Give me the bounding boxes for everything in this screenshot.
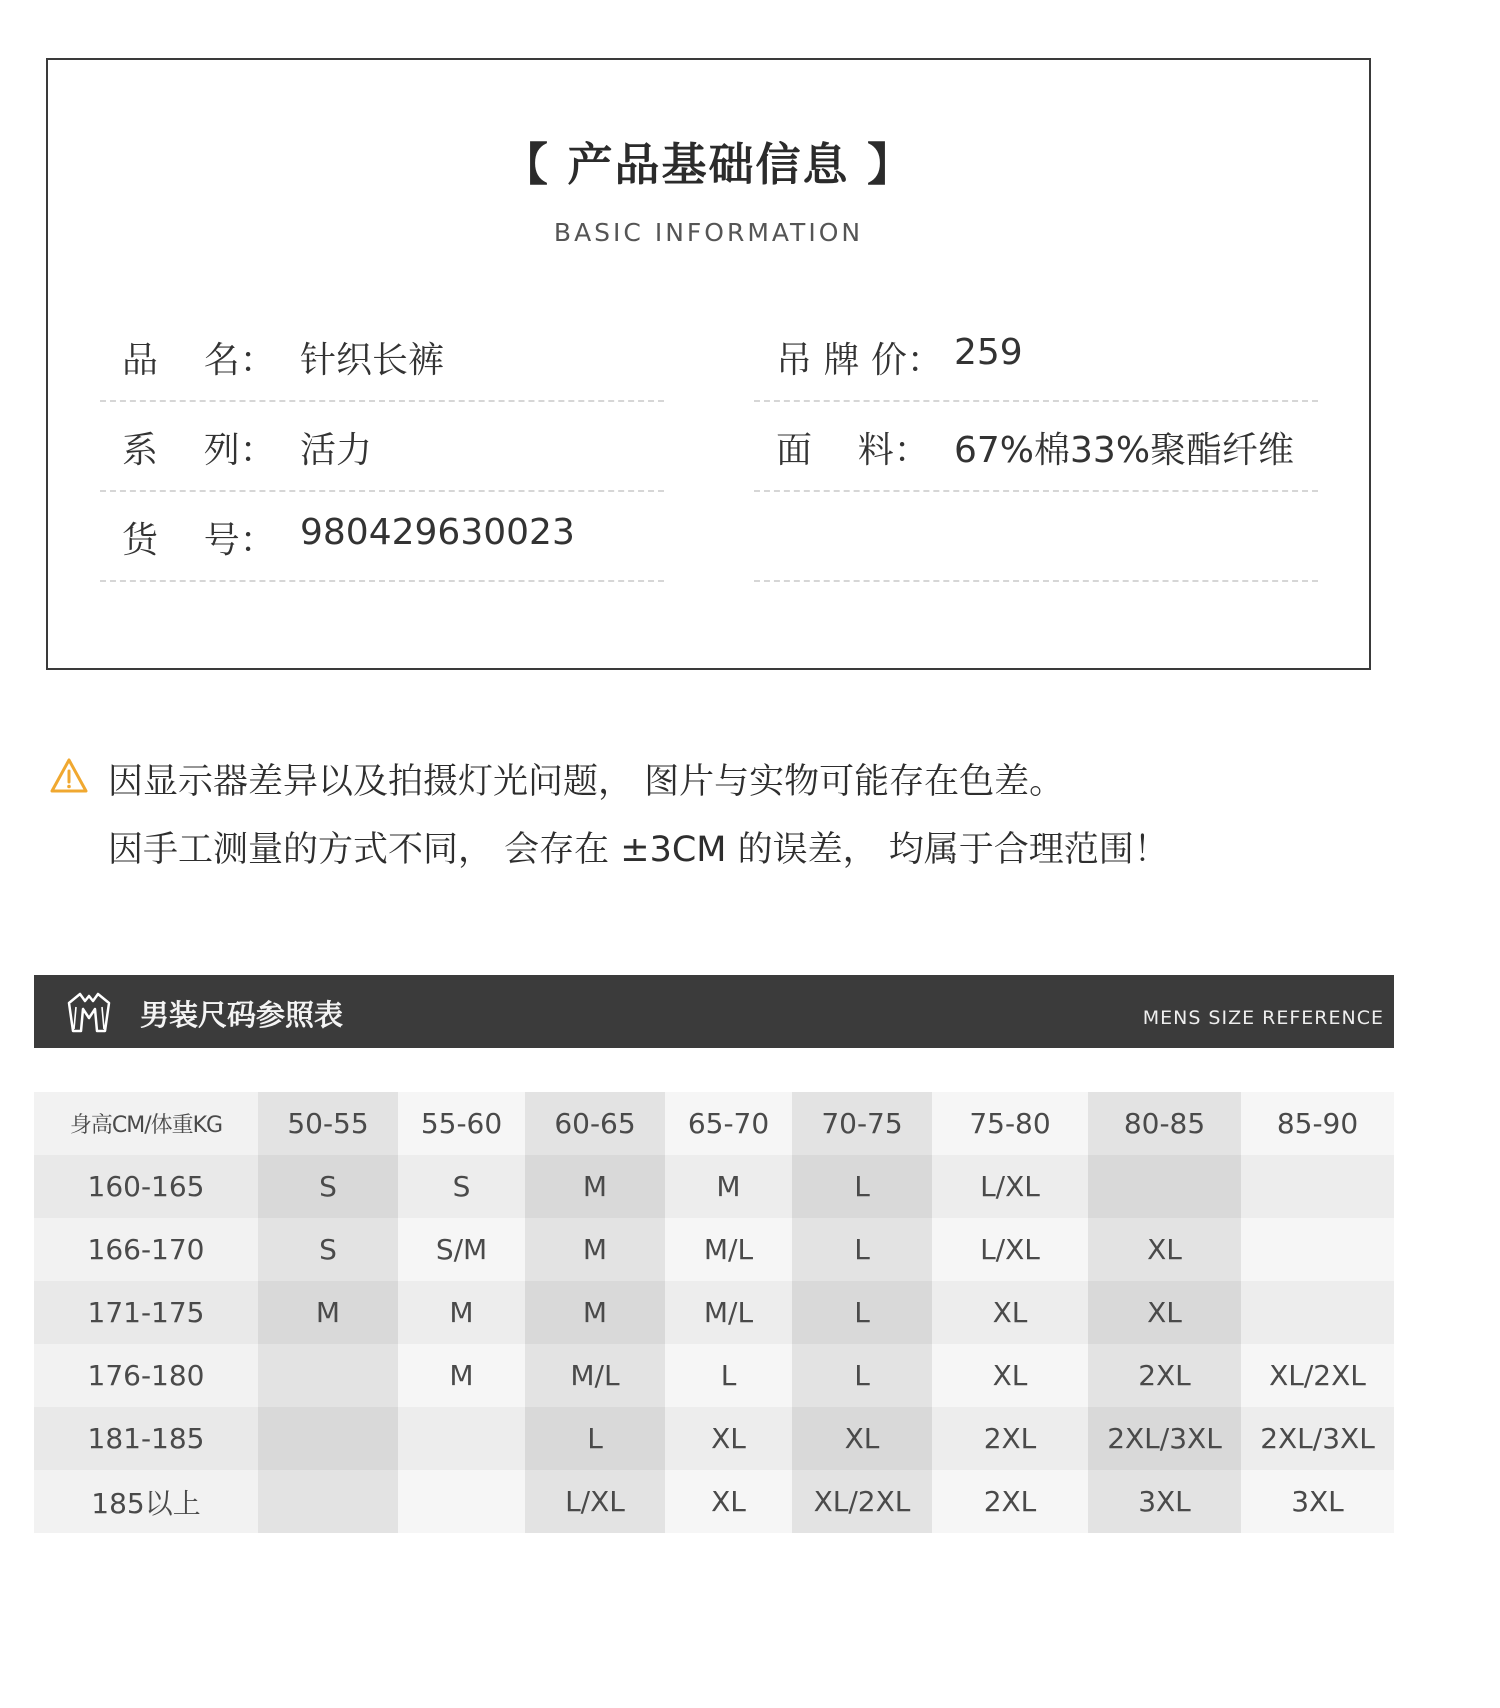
table-corner-label: 身高CM/体重KG [34, 1092, 258, 1155]
size-cell: M/L [525, 1344, 665, 1407]
info-field-label: 品 名： [122, 340, 276, 381]
height-cell: 176-180 [34, 1344, 258, 1407]
info-field-label: 系 列： [122, 430, 276, 471]
size-cell [1241, 1155, 1394, 1218]
info-field-empty [754, 492, 1318, 582]
info-field-tag-price [754, 312, 1318, 402]
size-cell [1088, 1155, 1241, 1218]
size-cell: XL/2XL [1241, 1344, 1394, 1407]
height-cell: 181-185 [34, 1407, 258, 1470]
weight-header: 80-85 [1088, 1092, 1241, 1155]
basic-info-title: 【 产品基础信息 】 [502, 138, 915, 191]
size-cell: XL [932, 1281, 1088, 1344]
size-cell: 2XL/3XL [1241, 1407, 1394, 1470]
size-cell [1241, 1281, 1394, 1344]
size-cell [258, 1344, 398, 1407]
info-field-value: 活力 [300, 430, 373, 471]
size-cell [258, 1407, 398, 1470]
warning-triangle-icon [50, 758, 88, 794]
height-cell: 166-170 [34, 1218, 258, 1281]
size-cell: S/M [398, 1218, 525, 1281]
size-cell: S [258, 1218, 398, 1281]
size-cell [1241, 1218, 1394, 1281]
size-cell: L [665, 1344, 792, 1407]
size-cell: 2XL [932, 1407, 1088, 1470]
table-row [34, 1470, 1394, 1533]
size-cell: XL [665, 1470, 792, 1533]
size-cell: XL [792, 1407, 932, 1470]
size-chart-title: 男装尺码参照表 [140, 998, 344, 1032]
info-field-value: 259 [954, 332, 1023, 373]
size-cell: XL [1088, 1218, 1241, 1281]
size-cell: L [792, 1344, 932, 1407]
basic-info-card [46, 58, 1371, 670]
size-cell: L/XL [525, 1470, 665, 1533]
size-cell [258, 1470, 398, 1533]
size-cell: M [398, 1281, 525, 1344]
size-cell: 2XL/3XL [1088, 1407, 1241, 1470]
size-cell: M [665, 1155, 792, 1218]
size-chart-header-bar [34, 975, 1394, 1048]
size-cell: M/L [665, 1218, 792, 1281]
size-cell: M [398, 1344, 525, 1407]
size-cell [398, 1470, 525, 1533]
weight-header: 65-70 [665, 1092, 792, 1155]
table-row [34, 1407, 1394, 1470]
weight-header: 75-80 [932, 1092, 1088, 1155]
size-cell: 3XL [1241, 1470, 1394, 1533]
weight-header: 70-75 [792, 1092, 932, 1155]
size-cell: S [398, 1155, 525, 1218]
height-cell: 185以上 [34, 1470, 258, 1533]
info-field-label: 吊 牌 价： [776, 340, 943, 381]
size-cell: L [792, 1155, 932, 1218]
size-cell: M [525, 1218, 665, 1281]
size-chart-subtitle: MENS SIZE REFERENCE [1142, 1007, 1384, 1029]
size-cell: XL [932, 1344, 1088, 1407]
table-row [34, 1218, 1394, 1281]
men-shirt-logo-icon [64, 987, 114, 1037]
height-cell: 171-175 [34, 1281, 258, 1344]
info-field-product-name [100, 312, 664, 402]
size-cell [398, 1407, 525, 1470]
size-reference-table [34, 1092, 1394, 1533]
weight-header: 85-90 [1241, 1092, 1394, 1155]
table-row [34, 1155, 1394, 1218]
size-cell: L [792, 1281, 932, 1344]
size-cell: M [258, 1281, 398, 1344]
size-cell: 2XL [932, 1470, 1088, 1533]
table-row [34, 1344, 1394, 1407]
info-field-label: 面 料： [776, 430, 930, 471]
weight-header: 50-55 [258, 1092, 398, 1155]
table-header-row [34, 1092, 1394, 1155]
size-cell: 2XL [1088, 1344, 1241, 1407]
size-cell: XL/2XL [792, 1470, 932, 1533]
size-cell: M [525, 1155, 665, 1218]
size-cell: M/L [665, 1281, 792, 1344]
size-cell: 3XL [1088, 1470, 1241, 1533]
size-cell: XL [665, 1407, 792, 1470]
size-cell: L/XL [932, 1155, 1088, 1218]
info-field-value: 980429630023 [300, 512, 575, 553]
info-field-fabric [754, 402, 1318, 492]
info-field-value: 67%棉33%聚酯纤维 [954, 430, 1295, 471]
size-cell: L [525, 1407, 665, 1470]
measurement-error-note: 因手工测量的方式不同， 会存在 ±3CM 的误差， 均属于合理范围！ [108, 830, 1169, 870]
basic-info-subtitle: BASIC INFORMATION [553, 218, 864, 247]
size-cell: M [525, 1281, 665, 1344]
info-field-value: 针织长裤 [300, 340, 445, 381]
size-cell: S [258, 1155, 398, 1218]
size-cell: XL [1088, 1281, 1241, 1344]
info-field-series [100, 402, 664, 492]
weight-header: 60-65 [525, 1092, 665, 1155]
table-row [34, 1281, 1394, 1344]
size-cell: L [792, 1218, 932, 1281]
info-field-item-number [100, 492, 664, 582]
color-difference-note: 因显示器差异以及拍摄灯光问题， 图片与实物可能存在色差。 [108, 762, 1065, 802]
info-field-label: 货 号： [122, 520, 276, 561]
weight-header: 55-60 [398, 1092, 525, 1155]
height-cell: 160-165 [34, 1155, 258, 1218]
size-cell: L/XL [932, 1218, 1088, 1281]
